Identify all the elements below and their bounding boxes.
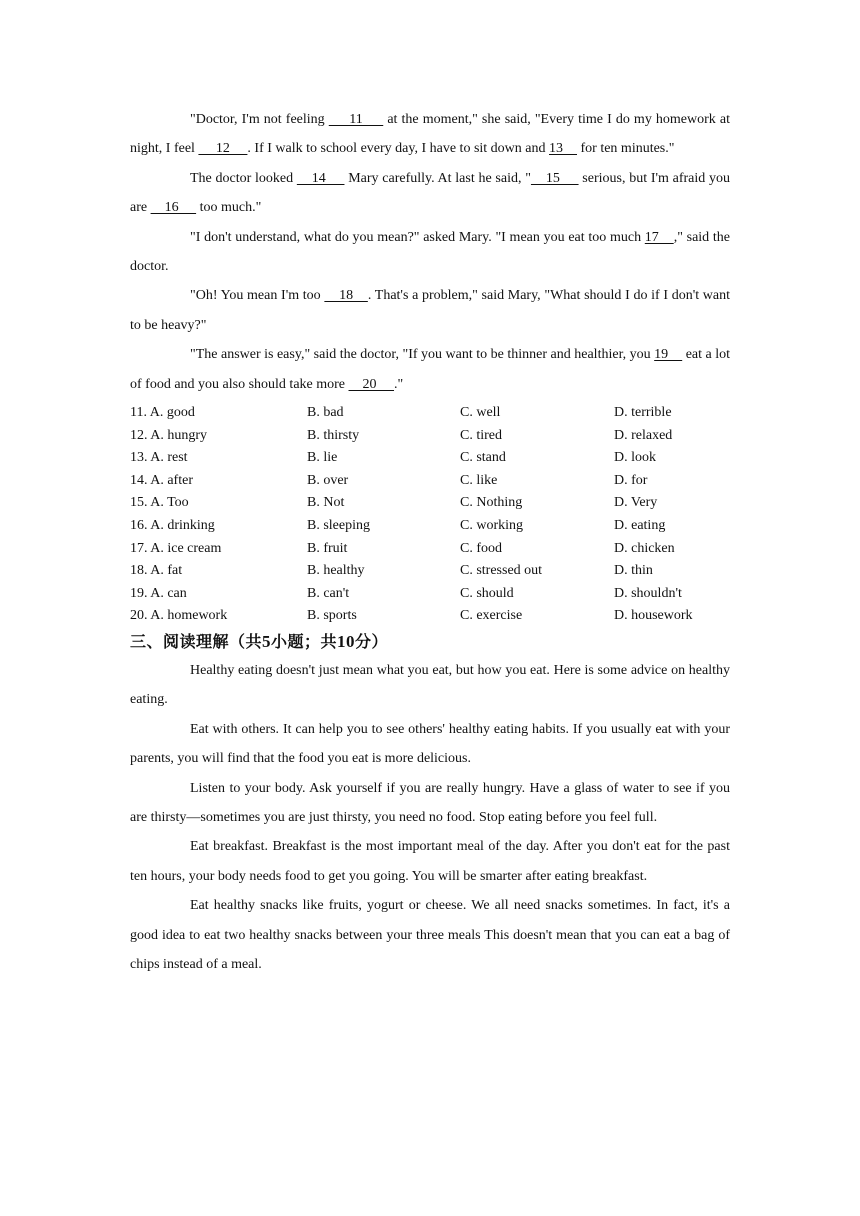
- option-row: [130, 492, 730, 515]
- option-row: [130, 538, 730, 561]
- option-row: [130, 470, 730, 493]
- option-choice: 17. A. ice cream: [130, 540, 222, 556]
- cloze-paragraph: [130, 164, 730, 223]
- option-choice: 16. A. drinking: [130, 518, 215, 534]
- option-choice: D. terrible: [614, 405, 672, 421]
- cloze-text: . If I walk to school every day, I have to sit down and: [247, 141, 549, 157]
- option-row: [130, 605, 730, 628]
- total-score: 10: [337, 632, 356, 651]
- reading-paragraph: Eat healthy snacks like fruits, yogurt or cheese. We all need snacks sometimes. In fact, it's a good idea to eat two healthy snacks between your three meals This doesn't mean that you can eat a bag of chips instead of a meal.: [130, 898, 730, 973]
- cloze-paragraph: [130, 105, 730, 164]
- option-choice: B. over: [307, 472, 349, 488]
- answer-blank: 12: [198, 141, 248, 157]
- option-choice: B. fruit: [307, 540, 348, 556]
- answer-blank: 20: [348, 376, 395, 392]
- cloze-paragraph: [130, 281, 730, 340]
- option-choice: C. like: [460, 472, 498, 488]
- option-row: [130, 447, 730, 470]
- option-choice: C. working: [460, 518, 523, 534]
- cloze-text: serious, but I'm afraid you are: [130, 170, 731, 216]
- answer-blank: 13: [549, 141, 577, 157]
- option-choice: B. Not: [307, 495, 345, 511]
- option-choice: 12. A. hungry: [130, 427, 207, 443]
- option-choice: C. tired: [460, 427, 502, 443]
- exam-page: [130, 105, 730, 979]
- section-heading: [130, 630, 730, 654]
- cloze-paragraph: [130, 223, 730, 282]
- answer-blank: 14: [296, 170, 345, 186]
- answer-blank: 17: [644, 229, 674, 245]
- option-choice: D. shouldn't: [614, 585, 682, 601]
- option-choice: D. Very: [614, 495, 658, 511]
- answer-blank: 15: [530, 170, 579, 186]
- answer-blank: 16: [150, 200, 197, 216]
- cloze-text: too much.": [196, 200, 262, 216]
- option-row: [130, 425, 730, 448]
- cloze-text: for ten minutes.": [577, 141, 675, 157]
- reading-paragraph: Listen to your body. Ask yourself if you are really hungry. Have a glass of water to see if you are thirsty—sometimes you are just thirsty, you need no food. Stop eating before you feel full.: [130, 780, 730, 826]
- cloze-text: ," said the doctor.: [130, 229, 730, 275]
- cloze-text: "The answer is easy," said the doctor, "If you want to be thinner and healthier, you: [190, 347, 655, 363]
- section-heading-suffix: 分）: [355, 632, 389, 651]
- option-choice: B. can't: [307, 585, 350, 601]
- reading-paragraph: Eat with others. It can help you to see others' healthy eating habits. If you usually eat with your parents, you will find that the food you eat is more delicious.: [130, 721, 730, 767]
- option-choice: 13. A. rest: [130, 450, 188, 466]
- reading-paragraph: Healthy eating doesn't just mean what you eat, but how you eat. Here is some advice on healthy eating.: [130, 663, 730, 708]
- option-choice: C. food: [460, 540, 502, 556]
- option-choice: B. sports: [307, 608, 357, 624]
- option-choice: B. lie: [307, 450, 338, 466]
- option-row: [130, 583, 730, 606]
- cloze-paragraph: [130, 340, 730, 399]
- option-choice: C. should: [460, 585, 514, 601]
- option-choice: 19. A. can: [130, 585, 187, 601]
- option-choice: D. for: [614, 472, 648, 488]
- option-choice: D. look: [614, 450, 656, 466]
- option-choice: D. eating: [614, 518, 666, 534]
- question-count: 5: [262, 632, 272, 651]
- option-choice: 14. A. after: [130, 472, 193, 488]
- option-choice: B. healthy: [307, 563, 365, 579]
- option-choice: C. exercise: [460, 608, 523, 624]
- section-heading-middle: 小题；共: [271, 632, 338, 651]
- reading-paragraph: Eat breakfast. Breakfast is the most important meal of the day. After you don't eat for the past ten hours, your body needs food to get you going. You will be smarter after eating breakfast.: [130, 839, 730, 884]
- section-heading-prefix: 三、阅读理解（共: [130, 632, 263, 651]
- option-choice: B. thirsty: [307, 427, 360, 443]
- option-choice: B. sleeping: [307, 518, 370, 534]
- option-row: [130, 402, 730, 425]
- answer-blank: 11: [328, 112, 384, 127]
- option-choice: C. stand: [460, 450, 506, 466]
- option-choice: C. Nothing: [460, 495, 523, 511]
- cloze-text: at the moment," she said, "Every time I do my homework at night, I feel: [130, 112, 730, 157]
- answer-options: [130, 402, 730, 628]
- option-choice: B. bad: [307, 405, 344, 421]
- answer-blank: 19: [654, 347, 683, 363]
- cloze-text: The doctor looked: [190, 170, 297, 186]
- option-choice: 11. A. good: [130, 405, 195, 421]
- cloze-text: eat a lot of food and you also should take more: [130, 347, 731, 392]
- cloze-text: .": [394, 376, 404, 392]
- cloze-text: "Doctor, I'm not feeling: [190, 112, 329, 127]
- option-choice: D. relaxed: [614, 427, 673, 443]
- answer-blank: 18: [324, 288, 368, 304]
- option-choice: 18. A. fat: [130, 563, 183, 579]
- option-choice: D. thin: [614, 563, 653, 579]
- option-choice: 20. A. homework: [130, 608, 228, 624]
- option-choice: 15. A. Too: [130, 495, 189, 511]
- cloze-passage: [130, 105, 730, 399]
- cloze-text: Mary carefully. At last he said, ": [344, 170, 531, 186]
- cloze-text: "Oh! You mean I'm too: [190, 288, 325, 304]
- option-choice: C. stressed out: [460, 563, 543, 579]
- option-choice: C. well: [460, 405, 501, 421]
- reading-passage: [130, 656, 730, 979]
- option-row: [130, 515, 730, 538]
- cloze-text: . That's a problem," said Mary, "What should I do if I don't want to be heavy?": [130, 288, 731, 333]
- cloze-text: "I don't understand, what do you mean?" asked Mary. "I mean you eat too much: [190, 229, 645, 245]
- option-row: [130, 560, 730, 583]
- option-choice: D. chicken: [614, 540, 675, 556]
- option-choice: D. housework: [614, 608, 693, 624]
